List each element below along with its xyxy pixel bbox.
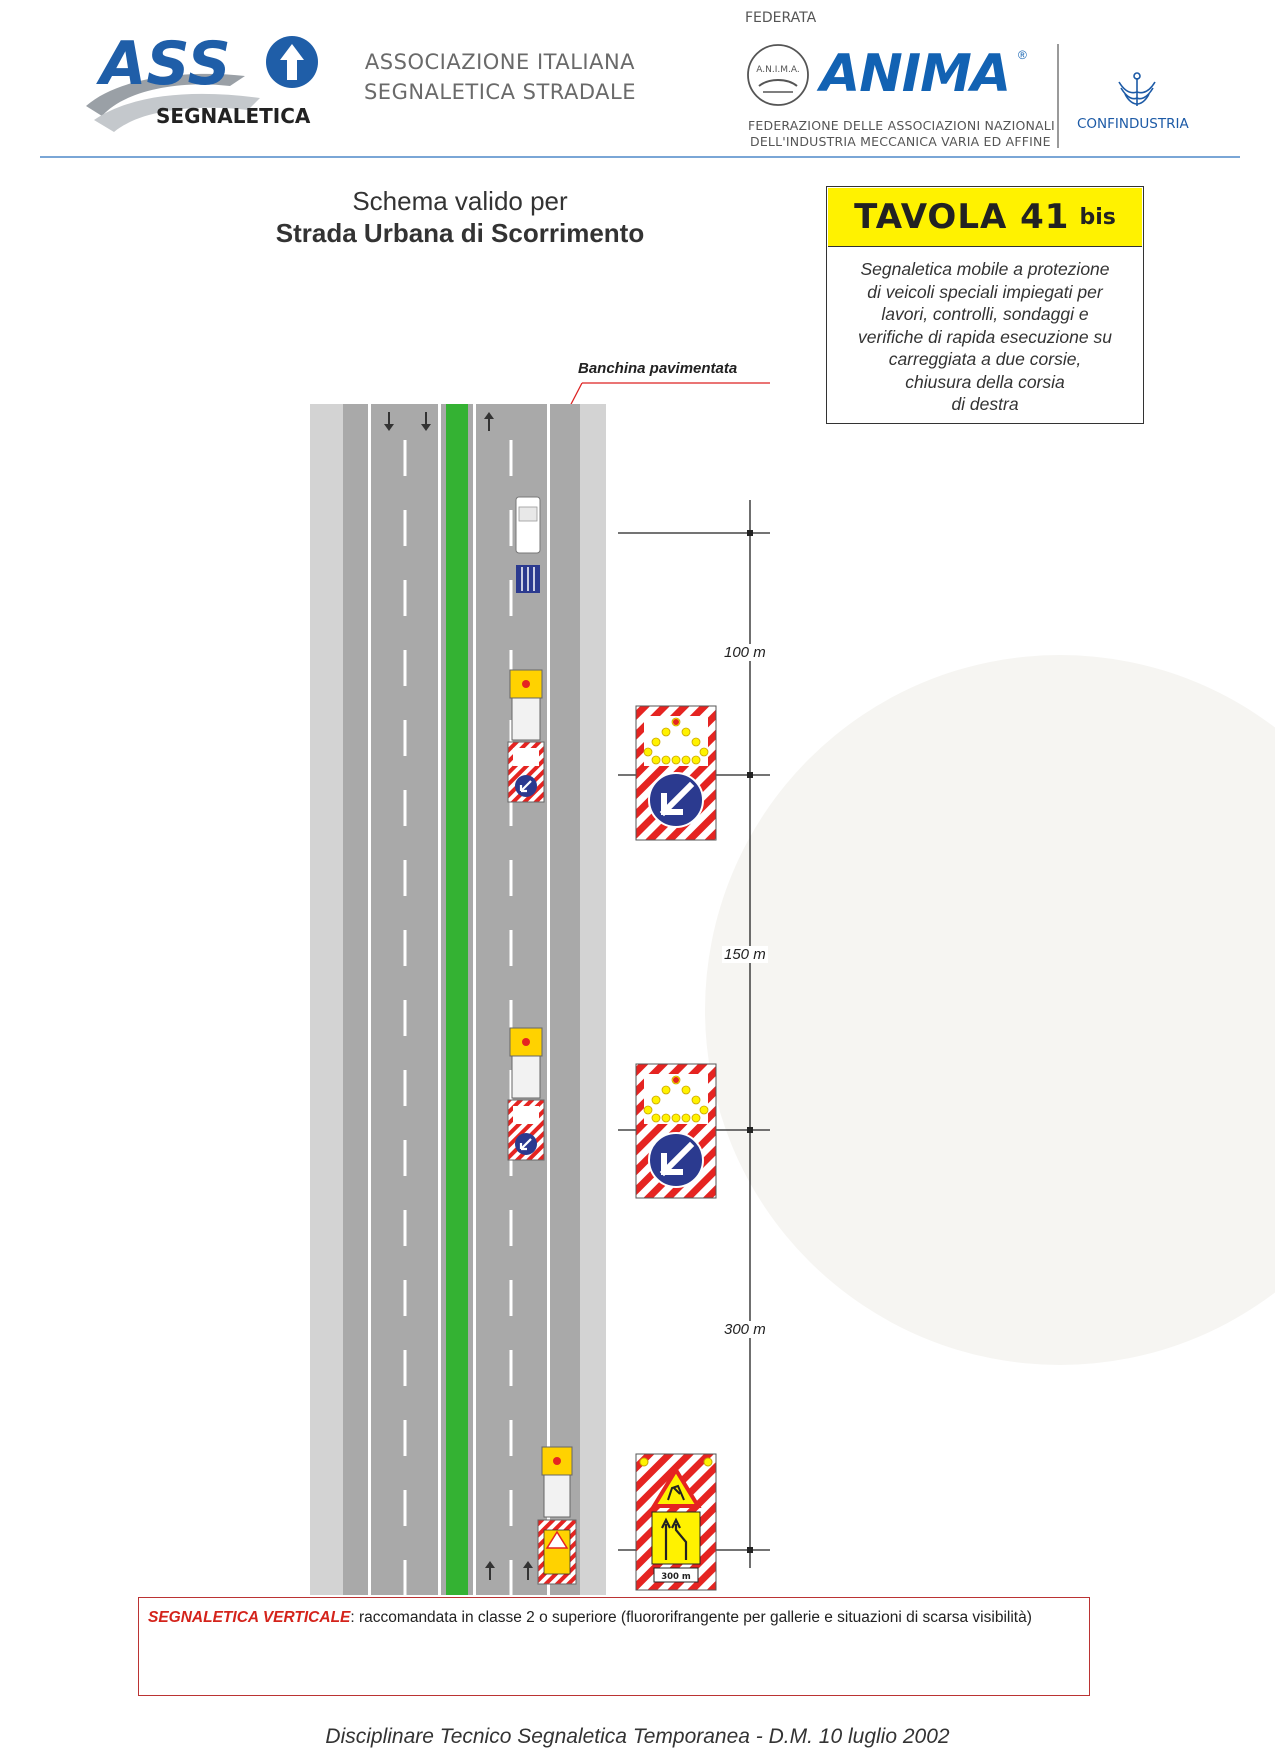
road-type-title: Strada Urbana di Scorrimento xyxy=(275,218,645,248)
tavola-number: TAVOLA 41 xyxy=(854,197,1070,237)
banchina-pavimentata xyxy=(580,404,606,1595)
tavola-suffix: bis xyxy=(1079,204,1116,230)
tavola-desc-line: lavori, controlli, sondaggi e xyxy=(881,304,1089,324)
protection-vehicle-1 xyxy=(508,670,544,802)
anima-seal-text: A.N.I.M.A. xyxy=(756,65,800,75)
federation-line2: DELL'INDUSTRIA MECCANICA VARIA ED AFFINE xyxy=(750,134,1051,149)
schema-title-line1: Schema valido per xyxy=(352,186,568,216)
federation-line1: FEDERAZIONE DELLE ASSOCIAZIONI NAZIONALI xyxy=(748,118,1055,133)
legend-key: SEGNALETICA VERTICALE xyxy=(148,1609,351,1626)
association-name-line2: SEGNALETICA STRADALE xyxy=(363,80,637,104)
work-vehicle xyxy=(516,497,540,593)
background-shading xyxy=(705,655,1275,1365)
distance-label-100: 100 m xyxy=(724,644,766,661)
arrow-sign-panel-1 xyxy=(636,706,716,840)
association-name-line1: ASSOCIAZIONE ITALIANA xyxy=(364,50,636,74)
legend-description: : raccomandata in classe 2 o superiore (fluororifrangente per gallerie e situazioni di scarsa visibilità) xyxy=(350,1609,1032,1626)
asso-logo-sub: SEGNALETICA xyxy=(156,104,311,128)
svg-text:ASS: ASS xyxy=(100,29,231,99)
green-median xyxy=(446,404,468,1595)
distance-label-150: 150 m xyxy=(724,946,766,963)
confindustria-label: CONFINDUSTRIA xyxy=(1077,116,1189,132)
anima-registered-mark: ® xyxy=(1018,48,1027,62)
federata-label: FEDERATA xyxy=(745,10,817,26)
tavola-desc-line: carreggiata a due corsie, xyxy=(888,349,1082,369)
distance-label-300: 300 m xyxy=(724,1321,766,1338)
tavola-desc-line: Segnaletica mobile a protezione xyxy=(860,259,1110,279)
arrow-sign-panel-2 xyxy=(636,1064,716,1198)
banchina-label: Banchina pavimentata xyxy=(578,360,738,377)
pre-signal-vehicle xyxy=(538,1447,576,1584)
legend-text xyxy=(148,1609,1088,1627)
tavola-desc-line: di veicoli speciali impiegati per xyxy=(867,281,1103,302)
footer-reference: Disciplinare Tecnico Segnaletica Temporanea - D.M. 10 luglio 2002 xyxy=(325,1725,950,1748)
roadworks-sign-panel xyxy=(636,1454,716,1590)
tavola-desc-line: verifiche di rapida esecuzione su xyxy=(858,326,1112,347)
left-shoulder xyxy=(310,404,343,1595)
tavola-desc-line: chiusura della corsia xyxy=(905,371,1065,392)
sign-distance-label: 300 m xyxy=(661,1572,691,1582)
anima-logo-text: ANIMA xyxy=(820,44,1011,104)
protection-vehicle-2 xyxy=(508,1028,544,1160)
tavola-desc-line: di destra xyxy=(951,394,1019,414)
